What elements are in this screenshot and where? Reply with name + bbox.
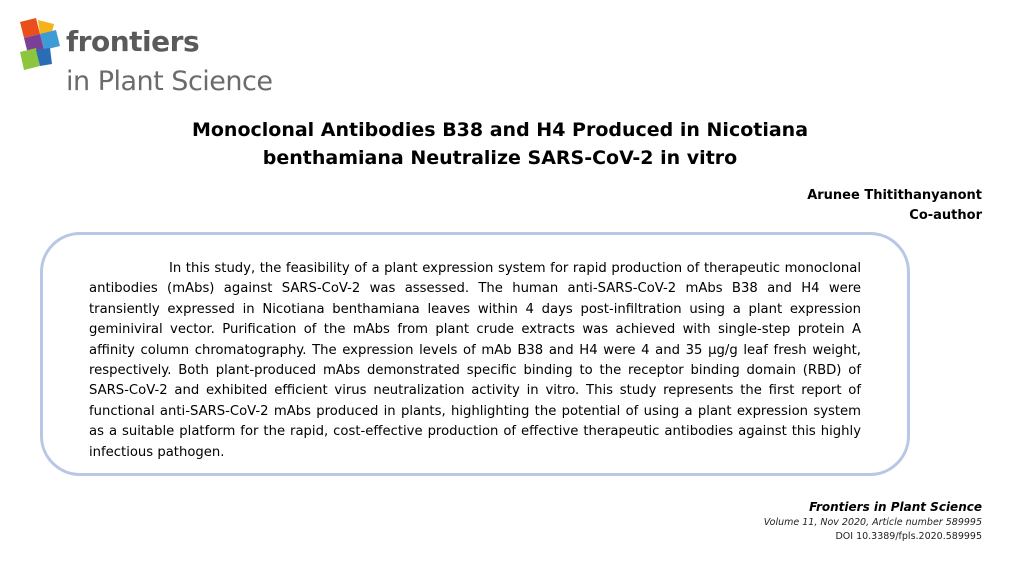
journal-logo (16, 16, 296, 106)
logo-subtitle: in Plant Science (66, 66, 273, 97)
journal-volume: Volume 11, Nov 2020, Article number 589995 (763, 517, 982, 528)
frontiers-cube-icon (16, 18, 64, 74)
paper-title-line-1: Monoclonal Antibodies B38 and H4 Produced in Nicotiana (191, 119, 809, 141)
journal-doi: DOI 10.3389/fpls.2020.589995 (835, 531, 982, 542)
author-name: Arunee Thitithanyanont (807, 188, 982, 203)
abstract-text: In this study, the feasibility of a plant expression system for rapid production of therapeutic monoclonal antibodies (mAbs) against SARS-CoV-2 was assessed. The human anti-SARS-CoV-2 mAbs B38 and H4 were transiently expressed in Nicotiana benthamiana leaves within 4 days post-infiltration using a plant expression geminiviral vector. Purification of the mAbs from plant crude extracts was achieved with single-step protein A affinity column chromatography. The expression levels of mAb B38 and H4 were 4 and 35 µg/g leaf fresh weight, respectively. Both plant-produced mAbs demonstrated specific binding to the receptor binding domain (RBD) of SARS-CoV-2 and exhibited efficient virus neutralization activity in vitro. This study represents the first report of functional anti-SARS-CoV-2 mAbs produced in plants, highlighting the potential of using a plant expression system as a suitable platform for the rapid, cost-effective production of effective therapeutic antibodies against this highly infectious pathogen. (89, 261, 861, 460)
journal-name: Frontiers in Plant Science (809, 500, 982, 514)
journal-citation (764, 498, 982, 544)
paper-title-line-2: benthamiana Neutralize SARS-CoV-2 in vitro (262, 147, 738, 169)
paper-title (150, 116, 850, 172)
logo-wordmark: frontiers (66, 25, 200, 58)
author-role: Co-author (909, 208, 982, 223)
author-block (807, 186, 982, 226)
abstract-box (40, 232, 910, 476)
